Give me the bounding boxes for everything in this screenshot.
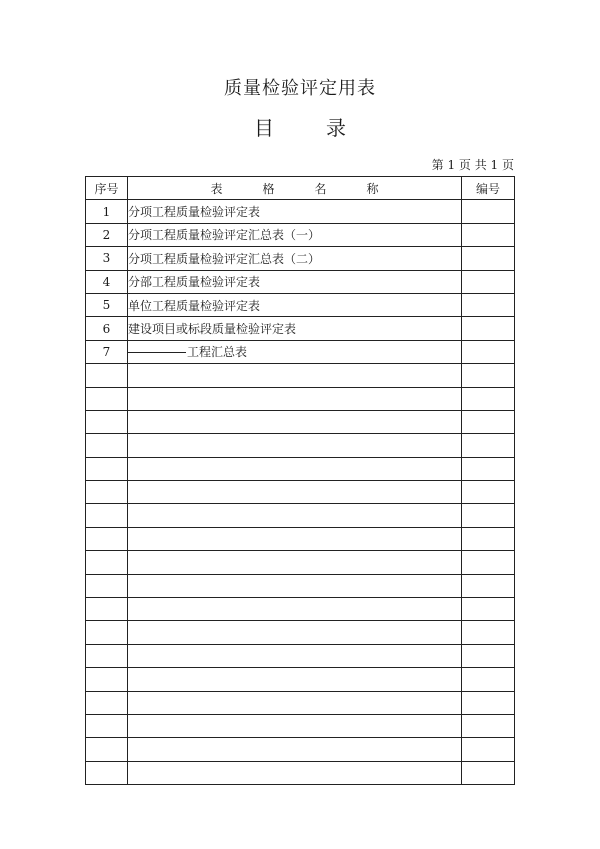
row-seq-cell (86, 481, 128, 504)
row-seq-cell: 6 (86, 317, 128, 340)
row-seq-cell: 1 (86, 200, 128, 223)
row-seq-cell (86, 387, 128, 410)
row-code-cell (462, 551, 515, 574)
row-code-cell (462, 668, 515, 691)
row-name-cell (128, 621, 462, 644)
row-name-cell (128, 644, 462, 667)
row-seq-cell (86, 574, 128, 597)
row-code-cell (462, 714, 515, 737)
table-row (86, 691, 515, 714)
header-name-chars (211, 180, 379, 197)
row-name-cell (128, 410, 462, 433)
fill-in-blank-line (128, 352, 186, 353)
row-seq-cell (86, 434, 128, 457)
header-name-char: 表 (210, 181, 223, 196)
table-row (86, 317, 515, 340)
row-code-cell (462, 691, 515, 714)
row-code-cell (462, 574, 515, 597)
row-name-cell (128, 551, 462, 574)
row-code-cell (462, 364, 515, 387)
row-name-cell (128, 574, 462, 597)
row-name-text: 单位工程质量检验评定表 (128, 298, 261, 313)
row-seq-cell (86, 761, 128, 784)
row-seq-cell (86, 410, 128, 433)
row-name-cell (128, 270, 462, 293)
header-name-char: 格 (262, 181, 275, 196)
header-name-char: 称 (366, 181, 379, 196)
row-code-cell (462, 270, 515, 293)
row-name-text: 建设项目或标段质量检验评定表 (128, 322, 297, 337)
table-row (86, 574, 515, 597)
table-row (86, 504, 515, 527)
row-seq-cell (86, 738, 128, 761)
row-seq-cell: 5 (86, 293, 128, 316)
table-row (86, 270, 515, 293)
row-seq-cell: 4 (86, 270, 128, 293)
row-seq-cell: 7 (86, 340, 128, 363)
table-row (86, 761, 515, 784)
row-seq-cell (86, 714, 128, 737)
table-row (86, 621, 515, 644)
row-code-cell (462, 223, 515, 246)
row-code-cell (462, 761, 515, 784)
table-row (86, 223, 515, 246)
row-seq-cell (86, 691, 128, 714)
row-seq-cell: 2 (86, 223, 128, 246)
row-name-cell (128, 504, 462, 527)
table-row (86, 714, 515, 737)
page-info: 第 1 页 共 1 页 (431, 158, 514, 172)
table-row (86, 738, 515, 761)
table-row (86, 364, 515, 387)
row-code-cell (462, 434, 515, 457)
row-name-text: 分项工程质量检验评定汇总表（二） (128, 251, 321, 266)
row-seq-cell (86, 644, 128, 667)
header-seq: 序号 (86, 177, 128, 200)
row-name-cell (128, 761, 462, 784)
table-row (86, 668, 515, 691)
row-code-cell (462, 293, 515, 316)
row-name-cell (128, 457, 462, 480)
row-name-cell (128, 738, 462, 761)
row-name-text: 分部工程质量检验评定表 (128, 275, 261, 290)
row-code-cell (462, 340, 515, 363)
table-header-row (86, 177, 515, 200)
row-code-cell (462, 481, 515, 504)
table-row (86, 293, 515, 316)
document-title: 质量检验评定用表 (224, 78, 376, 99)
table-body (86, 200, 515, 785)
row-name-cell (128, 317, 462, 340)
row-name-cell (128, 481, 462, 504)
row-name-cell (128, 364, 462, 387)
row-name-cell (128, 247, 462, 270)
row-name-cell (128, 293, 462, 316)
table-row (86, 387, 515, 410)
row-code-cell (462, 644, 515, 667)
row-seq-cell: 3 (86, 247, 128, 270)
row-name-cell (128, 668, 462, 691)
row-seq-cell (86, 621, 128, 644)
table-row (86, 247, 515, 270)
header-name-char: 名 (314, 181, 327, 196)
row-seq-cell (86, 598, 128, 621)
row-code-cell (462, 621, 515, 644)
row-name-cell (128, 434, 462, 457)
row-name-text: 工程汇总表 (187, 345, 248, 360)
document-subtitle (0, 112, 600, 141)
row-seq-cell (86, 527, 128, 550)
row-name-cell (128, 527, 462, 550)
table-row (86, 644, 515, 667)
table-row (86, 551, 515, 574)
row-seq-cell (86, 668, 128, 691)
row-name-cell (128, 340, 462, 363)
row-name-cell (128, 223, 462, 246)
row-code-cell (462, 738, 515, 761)
row-name-cell (128, 387, 462, 410)
table-row (86, 598, 515, 621)
row-code-cell (462, 410, 515, 433)
toc-table (85, 176, 515, 785)
table-row (86, 457, 515, 480)
table-row (86, 200, 515, 223)
row-code-cell (462, 527, 515, 550)
subtitle-char-lu: 录 (326, 116, 346, 140)
row-code-cell (462, 504, 515, 527)
row-code-cell (462, 200, 515, 223)
table-row (86, 410, 515, 433)
row-name-cell (128, 714, 462, 737)
table-row (86, 527, 515, 550)
header-name (128, 177, 462, 200)
row-name-cell (128, 200, 462, 223)
row-seq-cell (86, 457, 128, 480)
row-name-text: 分项工程质量检验评定表 (128, 205, 261, 220)
row-code-cell (462, 317, 515, 340)
row-seq-cell (86, 551, 128, 574)
header-code: 编号 (462, 177, 515, 200)
table-row (86, 481, 515, 504)
subtitle-char-mu: 目 (254, 116, 274, 140)
row-name-cell (128, 691, 462, 714)
row-code-cell (462, 247, 515, 270)
row-name-cell (128, 598, 462, 621)
table-row (86, 340, 515, 363)
row-name-text: 分项工程质量检验评定汇总表（一） (128, 228, 321, 243)
row-code-cell (462, 457, 515, 480)
row-code-cell (462, 598, 515, 621)
table-row (86, 434, 515, 457)
row-seq-cell (86, 364, 128, 387)
row-seq-cell (86, 504, 128, 527)
row-code-cell (462, 387, 515, 410)
